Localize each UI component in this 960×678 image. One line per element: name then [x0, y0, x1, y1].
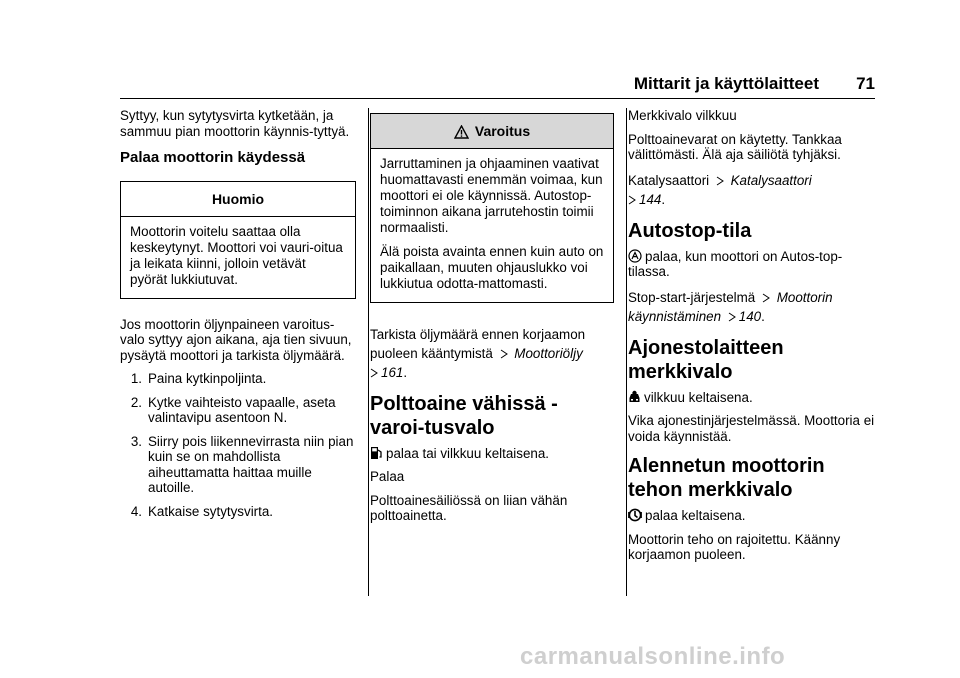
cross-reference-arrow-icon: [728, 312, 736, 322]
step-number: 2.: [130, 394, 142, 410]
warning-title-text: Varoitus: [474, 123, 531, 139]
indicator-text: palaa keltaisena.: [645, 508, 746, 523]
cross-reference-arrow-icon: [500, 349, 508, 359]
steps-list: [120, 371, 356, 519]
column-divider: [368, 108, 369, 596]
list-item: [120, 371, 356, 387]
fuel-indicator-line: [370, 446, 614, 462]
cross-reference-page[interactable]: 161: [381, 364, 404, 380]
intro-paragraph: Syttyy, kun sytytysvirta kytketään, ja sammuu pian moottorin käynnis-tyttyä.: [120, 108, 350, 139]
paragraph: Polttoainevarat on käytetty. Tankkaa välittömästi. Älä aja säiliötä tyhjäksi.: [628, 131, 842, 162]
step-text: Paina kytkinpoljinta.: [148, 371, 267, 386]
autostop-icon: [628, 249, 642, 263]
section-heading: Polttoaine vähissä -varoi-tusvalo: [370, 392, 558, 439]
column-middle: [370, 108, 614, 532]
step-number: 3.: [130, 433, 142, 449]
column-divider: [626, 108, 627, 596]
cross-reference-link[interactable]: Katalysaattori: [730, 172, 812, 188]
paragraph-text: Katalysaattori: [628, 172, 710, 188]
column-right: [628, 108, 876, 571]
page-header: [120, 74, 875, 100]
warning-triangle-icon: [454, 125, 469, 139]
warning-text: Älä poista avainta ennen kuin auto on paikallaan, muuten ohjauslukko voi lukkiutua odotta-mattomasti.: [380, 243, 604, 291]
paragraph-text: Tarkista öljymäärä ennen korjaamon puoleen kääntymistä: [370, 326, 586, 361]
paragraph: Vika ajonestinjärjestelmässä. Moottoria ei voida käynnistää.: [628, 413, 875, 444]
stop-start-paragraph: Stop-start-järjestelmä Moottorin käynnistäminen 140.: [628, 289, 833, 324]
cross-reference-page[interactable]: 144: [639, 191, 662, 207]
oil-pressure-paragraph: Jos moottorin öljynpaineen varoitus-valo syttyy ajon aikana, aja tien sivuun, pysäytä moottori ja tarkista öljymäärä.: [120, 316, 352, 363]
page-number: 71: [856, 74, 875, 93]
paragraph: Moottorin teho on rajoitettu. Käänny korjaamon puoleen.: [628, 531, 841, 562]
step-number: 1.: [130, 371, 142, 386]
warning-title: [371, 114, 613, 149]
section-heading: Ajonestolaitteen merkkivalo: [628, 336, 784, 383]
autostop-indicator-line: [628, 249, 876, 280]
fuel-pump-icon: [370, 446, 383, 460]
indicator-text: palaa, kun moottori on Autos-top-tilassa.: [628, 248, 843, 279]
warning-body: [371, 149, 613, 302]
watermark-text: carmanualsonline.info: [520, 643, 786, 670]
notice-box: [120, 181, 356, 299]
list-item: [120, 434, 356, 496]
cross-reference-link[interactable]: Moottorin käynnistäminen: [628, 289, 833, 324]
step-text: Kytke vaihteisto vapaalle, aseta valintavipu asentoon N.: [148, 394, 336, 425]
list-item: [120, 504, 356, 520]
immobilizer-indicator-line: [628, 390, 876, 406]
section-heading: Alennetun moottorin tehon merkkivalo: [628, 455, 825, 501]
cross-reference-arrow-icon: [762, 293, 770, 303]
cross-reference-arrow-icon: [716, 176, 724, 186]
section-heading: Palaa moottorin käydessä: [120, 149, 306, 166]
step-number: 4.: [130, 503, 142, 519]
warning-text: Jarruttaminen ja ohjaaminen vaativat huomattavasti enemmän voimaa, kun moottori ei ole käynnissä. Autostop-toiminnon aikana jarrutehostin toimii normaalisti.: [380, 155, 603, 235]
step-text: Siirry pois liikennevirrasta niin pian kuin se on mahdollista aiheuttamatta haittaa muille autoille.: [148, 433, 354, 495]
reduced-power-indicator-line: [628, 508, 876, 524]
catalyst-paragraph: Katalysaattori Katalysaattori 144.: [628, 172, 812, 207]
reduced-power-icon: [628, 508, 642, 522]
sub-heading: Merkkivalo vilkkuu: [628, 108, 737, 123]
cross-reference-arrow-icon: [628, 195, 636, 205]
list-item: [120, 395, 356, 426]
header-divider: [120, 98, 875, 99]
notice-title: Huomio: [121, 182, 355, 217]
notice-body: [121, 217, 355, 298]
sub-heading: Palaa: [370, 469, 405, 484]
paragraph: Polttoainesäiliössä on liian vähän polttoainetta.: [370, 492, 568, 523]
indicator-text: vilkkuu keltaisena.: [644, 389, 753, 405]
notice-text: Moottorin voitelu saattaa olla keskeytynyt. Moottori voi vauri-oitua ja leikata kiinni, jolloin vetävät pyörät lukkiutuvat.: [130, 223, 343, 287]
warning-box: [370, 113, 614, 303]
cross-reference-link[interactable]: Moottoriöljy: [514, 345, 583, 361]
section-heading: Autostop-tila: [628, 219, 752, 242]
cross-reference-arrow-icon: [370, 368, 378, 378]
car-key-icon: [628, 390, 641, 404]
paragraph-text: Stop-start-järjestelmä: [628, 289, 756, 305]
oil-check-paragraph: Tarkista öljymäärä ennen korjaamon puoleen kääntymistä Moottoriöljy 161.: [370, 326, 586, 380]
indicator-text: palaa tai vilkkuu keltaisena.: [386, 445, 550, 461]
column-left: [120, 108, 356, 527]
chapter-title: Mittarit ja käyttölaitteet: [633, 74, 819, 93]
step-text: Katkaise sytytysvirta.: [148, 503, 274, 519]
cross-reference-page[interactable]: 140: [738, 308, 762, 324]
